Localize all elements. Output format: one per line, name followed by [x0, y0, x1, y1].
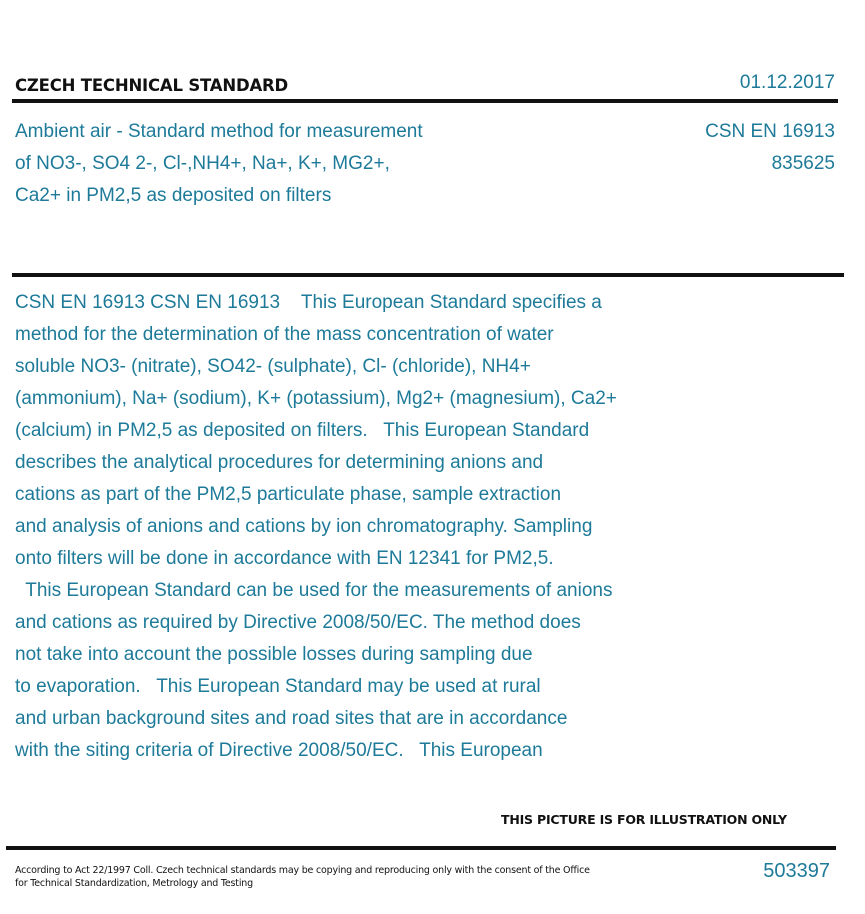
abstract-line: to evaporation. This European Standard may be used at rural — [15, 676, 541, 697]
abstract-line: CSN EN 16913 CSN EN 16913 This European Standard specifies a — [15, 292, 602, 313]
abstract-line: (calcium) in PM2,5 as deposited on filters. This European Standard — [15, 420, 590, 441]
header-divider — [12, 99, 838, 103]
abstract-line: cations as part of the PM2,5 particulate phase, sample extraction — [15, 484, 562, 505]
abstract-line: not take into account the possible losses during sampling due — [15, 644, 533, 665]
abstract-line: and urban background sites and road sites that are in accordance — [15, 708, 568, 729]
standard-title-line: of NO3-, SO4 2-, Cl-,NH4+, Na+, K+, MG2+, — [15, 153, 390, 174]
abstract-line: soluble NO3- (nitrate), SO42- (sulphate), Cl- (chloride), NH4+ — [15, 356, 531, 377]
abstract-line: and analysis of anions and cations by ion chromatography. Sampling — [15, 516, 593, 537]
document-header-title: CZECH TECHNICAL STANDARD — [15, 76, 289, 95]
abstract-line: onto filters will be done in accordance with EN 12341 for PM2,5. — [15, 548, 554, 569]
catalog-number: 835625 — [771, 153, 835, 174]
standard-identifiers — [705, 116, 835, 180]
publication-date: 01.12.2017 — [739, 72, 835, 93]
abstract-line: describes the analytical procedures for determining anions and — [15, 452, 544, 473]
standard-title-line: Ambient air - Standard method for measurement — [15, 121, 423, 142]
footer-divider — [6, 846, 836, 850]
footer-document-number: 503397 — [763, 860, 830, 882]
legal-notice-line: According to Act 22/1997 Coll. Czech technical standards may be copying and reproducing only with the consent of the Office — [15, 865, 590, 876]
legal-notice-line: for Technical Standardization, Metrology and Testing — [15, 878, 253, 889]
standard-abstract — [15, 287, 735, 767]
abstract-line: method for the determination of the mass concentration of water — [15, 324, 554, 345]
abstract-line: (ammonium), Na+ (sodium), K+ (potassium), Mg2+ (magnesium), Ca2+ — [15, 388, 617, 409]
legal-notice — [15, 864, 590, 890]
title-divider — [12, 273, 844, 277]
standard-code: CSN EN 16913 — [705, 121, 835, 142]
abstract-line: and cations as required by Directive 2008/50/EC. The method does — [15, 612, 581, 633]
illustration-disclaimer: THIS PICTURE IS FOR ILLUSTRATION ONLY — [501, 812, 787, 827]
standard-title-line: Ca2+ in PM2,5 as deposited on filters — [15, 185, 332, 206]
abstract-line: This European Standard can be used for the measurements of anions — [15, 580, 613, 601]
standard-title — [15, 116, 423, 212]
abstract-line: with the siting criteria of Directive 2008/50/EC. This European — [15, 740, 543, 761]
